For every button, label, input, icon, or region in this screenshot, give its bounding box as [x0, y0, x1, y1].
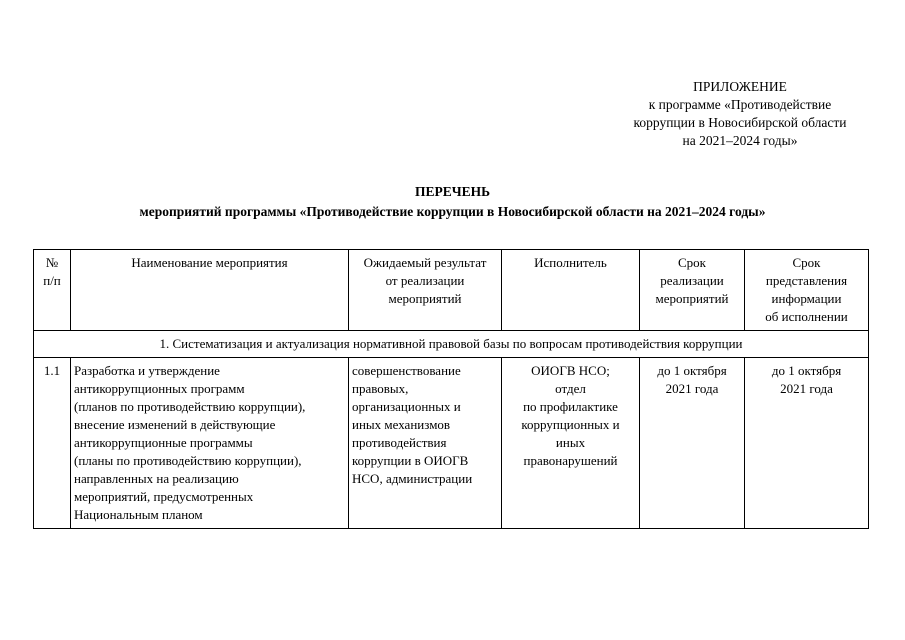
table-header-row — [34, 250, 869, 331]
appendix-program-line: к программе «Противодействие — [648, 97, 832, 112]
title-main: ПЕРЕЧЕНЬ — [414, 184, 491, 199]
appendix-label: ПРИЛОЖЕНИЕ — [693, 79, 787, 94]
document-title — [0, 182, 905, 222]
appendix-program-line: на 2021–2024 годы» — [682, 133, 798, 148]
cell-deadline: до 1 октября 2021 года — [640, 358, 745, 529]
header-name: Наименование мероприятия — [71, 250, 349, 331]
header-executor: Исполнитель — [502, 250, 640, 331]
appendix-program-line: коррупции в Новосибирской области — [633, 115, 847, 130]
cell-name: Разработка и утверждение антикоррупционных программ (планов по противодействию коррупции), внесение изменений в действующие антикоррупционные программы (планы по противодействию коррупции), направленных на реализацию мероприятий, предусмотренных Национальным планом — [71, 358, 349, 529]
section-row — [34, 331, 869, 358]
cell-executor: ОИОГВ НСО; отдел по профилактике коррупционных и иных правонарушений — [502, 358, 640, 529]
header-result: Ожидаемый результат от реализации мероприятий — [349, 250, 502, 331]
cell-result: совершенствование правовых, организационных и иных механизмов противодействия коррупции в ОИОГВ НСО, администрации — [349, 358, 502, 529]
cell-num: 1.1 — [34, 358, 71, 529]
table-row — [34, 358, 869, 529]
appendix-header — [600, 78, 880, 150]
header-report-deadline: Срок представления информации об исполнении — [745, 250, 869, 331]
header-num: № п/п — [34, 250, 71, 331]
cell-report-deadline: до 1 октября 2021 года — [745, 358, 869, 529]
section-title: 1. Систематизация и актуализация нормативной правовой базы по вопросам противодействия коррупции — [34, 331, 869, 358]
measures-table — [33, 249, 869, 529]
title-subtitle: мероприятий программы «Противодействие коррупции в Новосибирской области на 2021–2024 годы» — [139, 204, 766, 219]
header-deadline: Срок реализации мероприятий — [640, 250, 745, 331]
